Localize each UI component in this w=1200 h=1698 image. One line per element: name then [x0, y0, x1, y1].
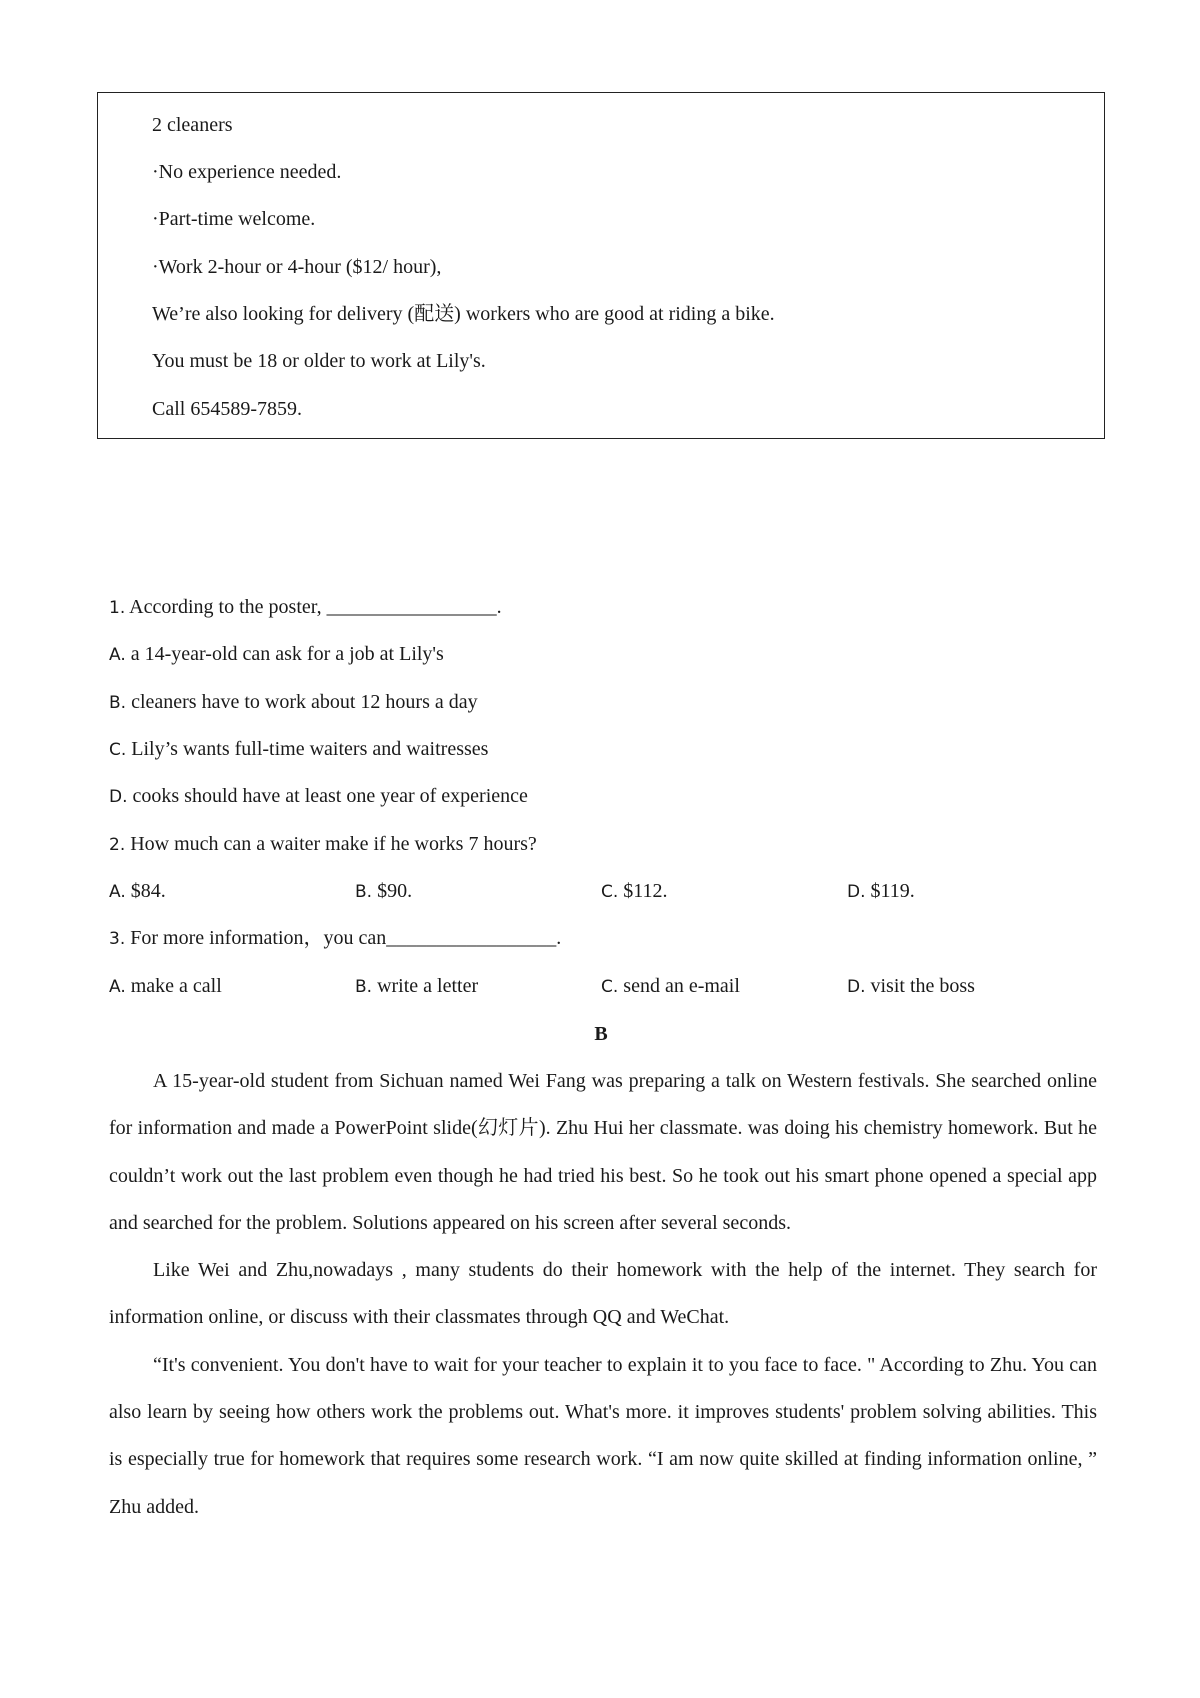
poster-line: ·Work 2-hour or 4-hour ($12/ hour),: [152, 256, 442, 278]
option-text: visit the boss: [865, 975, 975, 997]
question-1: [109, 595, 502, 620]
option-3a[interactable]: [109, 974, 222, 999]
option-text: cleaners have to work about 12 hours a day: [126, 691, 478, 713]
option-letter: A.: [109, 645, 126, 665]
question-stem: How much can a waiter make if he works 7 hours?: [125, 833, 537, 855]
option-text: send an e-mail: [618, 975, 740, 997]
option-2c[interactable]: [601, 879, 668, 904]
option-2b[interactable]: [355, 879, 412, 904]
option-3c[interactable]: [601, 974, 740, 999]
option-letter: D.: [109, 787, 128, 807]
option-1b[interactable]: [109, 690, 478, 715]
option-2d[interactable]: [847, 879, 915, 904]
option-letter: A.: [109, 882, 126, 902]
option-text: a 14-year-old can ask for a job at Lily's: [125, 643, 444, 665]
option-text: Lily’s wants full-time waiters and waitresses: [126, 738, 489, 760]
question-stem: For more information，you can_________________.: [125, 927, 562, 949]
option-2a[interactable]: [109, 879, 166, 904]
poster-line: 2 cleaners: [152, 114, 233, 136]
option-letter: D.: [847, 977, 866, 997]
option-1a[interactable]: [109, 642, 444, 667]
question-number: 2.: [109, 835, 126, 855]
question-2: [109, 832, 537, 857]
passage-paragraph: A 15-year-old student from Sichuan named Wei Fang was preparing a talk on Western festivals. She searched online for information and made a PowerPoint slide(幻灯片). Zhu Hui her classmate. was doing his chemistry homework. But he couldn’t work out the last problem even though he had tried his best. So he took out his smart phone opened a special app and searched for the problem. Solutions appeared on his screen after several seconds.: [109, 1070, 1097, 1234]
option-1c[interactable]: [109, 737, 488, 762]
option-letter: C.: [601, 977, 619, 997]
option-3b[interactable]: [355, 974, 478, 999]
poster-line: ·Part-time welcome.: [152, 208, 316, 230]
option-letter: D.: [847, 882, 866, 902]
question-number: 3.: [109, 929, 126, 949]
option-letter: C.: [601, 882, 619, 902]
question-3: [109, 926, 561, 951]
question-stem: According to the poster, _________________.: [125, 596, 502, 618]
option-text: $90.: [372, 880, 413, 902]
option-text: $119.: [865, 880, 915, 902]
poster-line: ·No experience needed.: [152, 161, 342, 183]
poster-line: You must be 18 or older to work at Lily's.: [152, 350, 486, 372]
option-letter: B.: [355, 977, 373, 997]
option-letter: C.: [109, 740, 127, 760]
option-3d[interactable]: [847, 974, 975, 999]
poster-line: Call 654589-7859.: [152, 398, 302, 420]
option-letter: B.: [355, 882, 373, 902]
passage-paragraph: Like Wei and Zhu,nowadays , many students do their homework with the help of the internet. They search for information online, or discuss with their classmates through QQ and WeChat.: [109, 1259, 1097, 1329]
reading-passage-b: [109, 1058, 1097, 1531]
poster-line: We’re also looking for delivery (配送) workers who are good at riding a bike.: [152, 303, 775, 325]
option-letter: A.: [109, 977, 126, 997]
question-number: 1.: [109, 598, 126, 618]
option-text: cooks should have at least one year of experience: [127, 785, 528, 807]
section-b-heading: B: [594, 1023, 608, 1045]
option-text: write a letter: [372, 975, 479, 997]
option-1d[interactable]: [109, 784, 528, 809]
option-text: make a call: [125, 975, 222, 997]
option-text: $112.: [618, 880, 668, 902]
passage-paragraph: “It's convenient. You don't have to wait for your teacher to explain it to you face to face. " According to Zhu. You can also learn by seeing how others work the problems out. What's more. it improves students' problem solving abilities. This is especially true for homework that requires some research work. “I am now quite skilled at finding information online, ” Zhu added.: [109, 1353, 1097, 1518]
option-letter: B.: [109, 693, 127, 713]
option-text: $84.: [125, 880, 166, 902]
